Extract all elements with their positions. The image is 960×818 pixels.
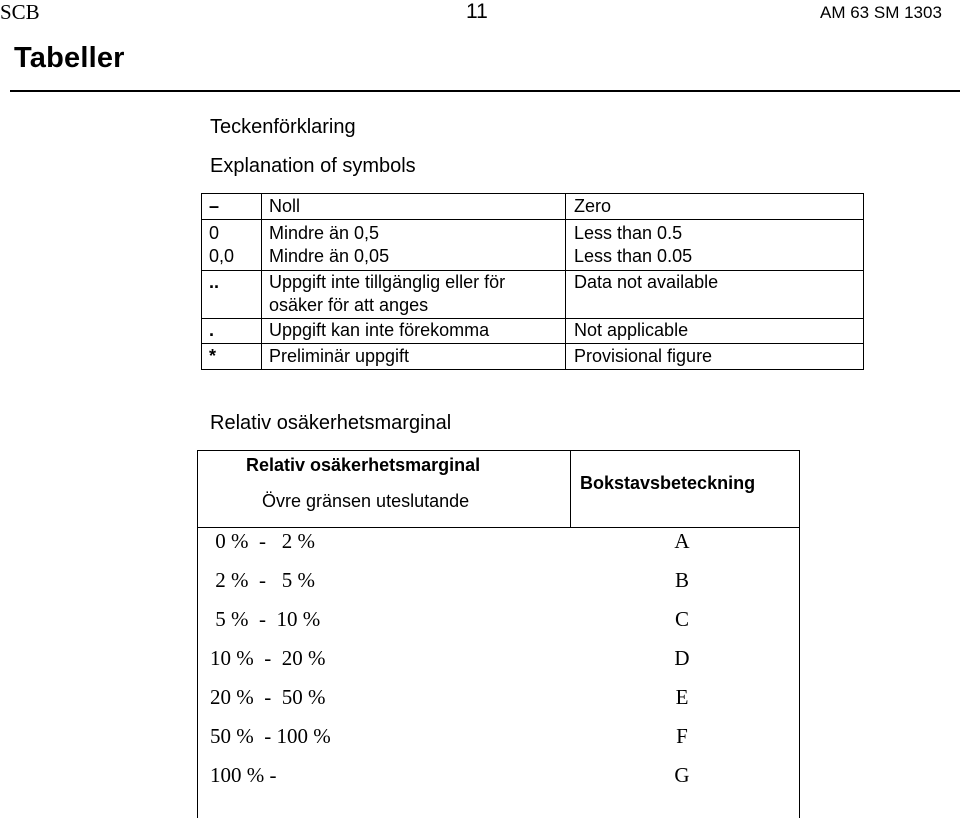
margin-letter: B: [674, 568, 689, 592]
header-right-text: AM 63 SM 1303: [820, 3, 942, 22]
page-number: 11: [466, 0, 488, 23]
margin-letter: A: [674, 529, 690, 553]
margin-range: 50 % - 100 %: [210, 724, 331, 748]
table-divider: [570, 451, 571, 527]
legend-sv-text: Uppgift kan inte förekomma: [269, 320, 490, 340]
legend-symbol: 0: [209, 223, 220, 243]
legend-en-text: Not applicable: [574, 320, 689, 340]
table-divider: [198, 527, 799, 528]
legend-symbol: –: [209, 196, 220, 216]
margin-letter: C: [674, 607, 689, 631]
column-header-margin: Relativ osäkerhetsmarginal: [246, 455, 481, 475]
margin-letter: F: [676, 724, 688, 748]
legend-symbol: .: [209, 320, 215, 340]
margin-letter: D: [674, 646, 690, 670]
margin-letter: E: [675, 685, 689, 709]
legend-symbol: ..: [209, 272, 220, 292]
legend-sv-text: Uppgift inte tillgänglig eller för: [269, 272, 506, 292]
legend-sv-text-cont: osäker för att anges: [269, 295, 429, 315]
margin-range: 0 % - 2 %: [210, 529, 315, 553]
legend-heading-sv: Teckenförklaring: [210, 116, 356, 138]
column-header-letter: Bokstavsbeteckning: [580, 473, 756, 493]
legend-sv-text: Mindre än 0,05: [269, 246, 390, 266]
header-left-text: SCB: [0, 0, 40, 24]
legend-en-text: Zero: [574, 196, 612, 216]
margin-range: 5 % - 10 %: [210, 607, 321, 631]
legend-symbol: 0,0: [209, 246, 235, 266]
page-title: Tabeller: [14, 42, 125, 74]
legend-sv-text: Noll: [269, 196, 301, 216]
title-divider: [10, 90, 960, 92]
column-subheader-margin: Övre gränsen uteslutande: [262, 491, 470, 511]
table-divider: [202, 219, 863, 220]
margin-heading: Relativ osäkerhetsmarginal: [210, 412, 452, 434]
table-divider: [202, 343, 863, 344]
margin-letter: G: [674, 763, 690, 787]
symbol-legend-table: [201, 193, 864, 370]
margin-range: 2 % - 5 %: [210, 568, 315, 592]
legend-sv-text: Mindre än 0,5: [269, 223, 380, 243]
legend-en-text: Less than 0.05: [574, 246, 693, 266]
margin-range: 20 % - 50 %: [210, 685, 326, 709]
uncertainty-margin-table: [197, 450, 800, 818]
legend-sv-text: Preliminär uppgift: [269, 346, 410, 366]
legend-symbol: *: [209, 346, 217, 366]
legend-en-text: Provisional figure: [574, 346, 713, 366]
margin-range: 100 % -: [210, 763, 277, 787]
legend-en-text: Less than 0.5: [574, 223, 683, 243]
legend-en-text: Data not available: [574, 272, 719, 292]
margin-range: 10 % - 20 %: [210, 646, 326, 670]
legend-heading-en: Explanation of symbols: [210, 155, 416, 177]
